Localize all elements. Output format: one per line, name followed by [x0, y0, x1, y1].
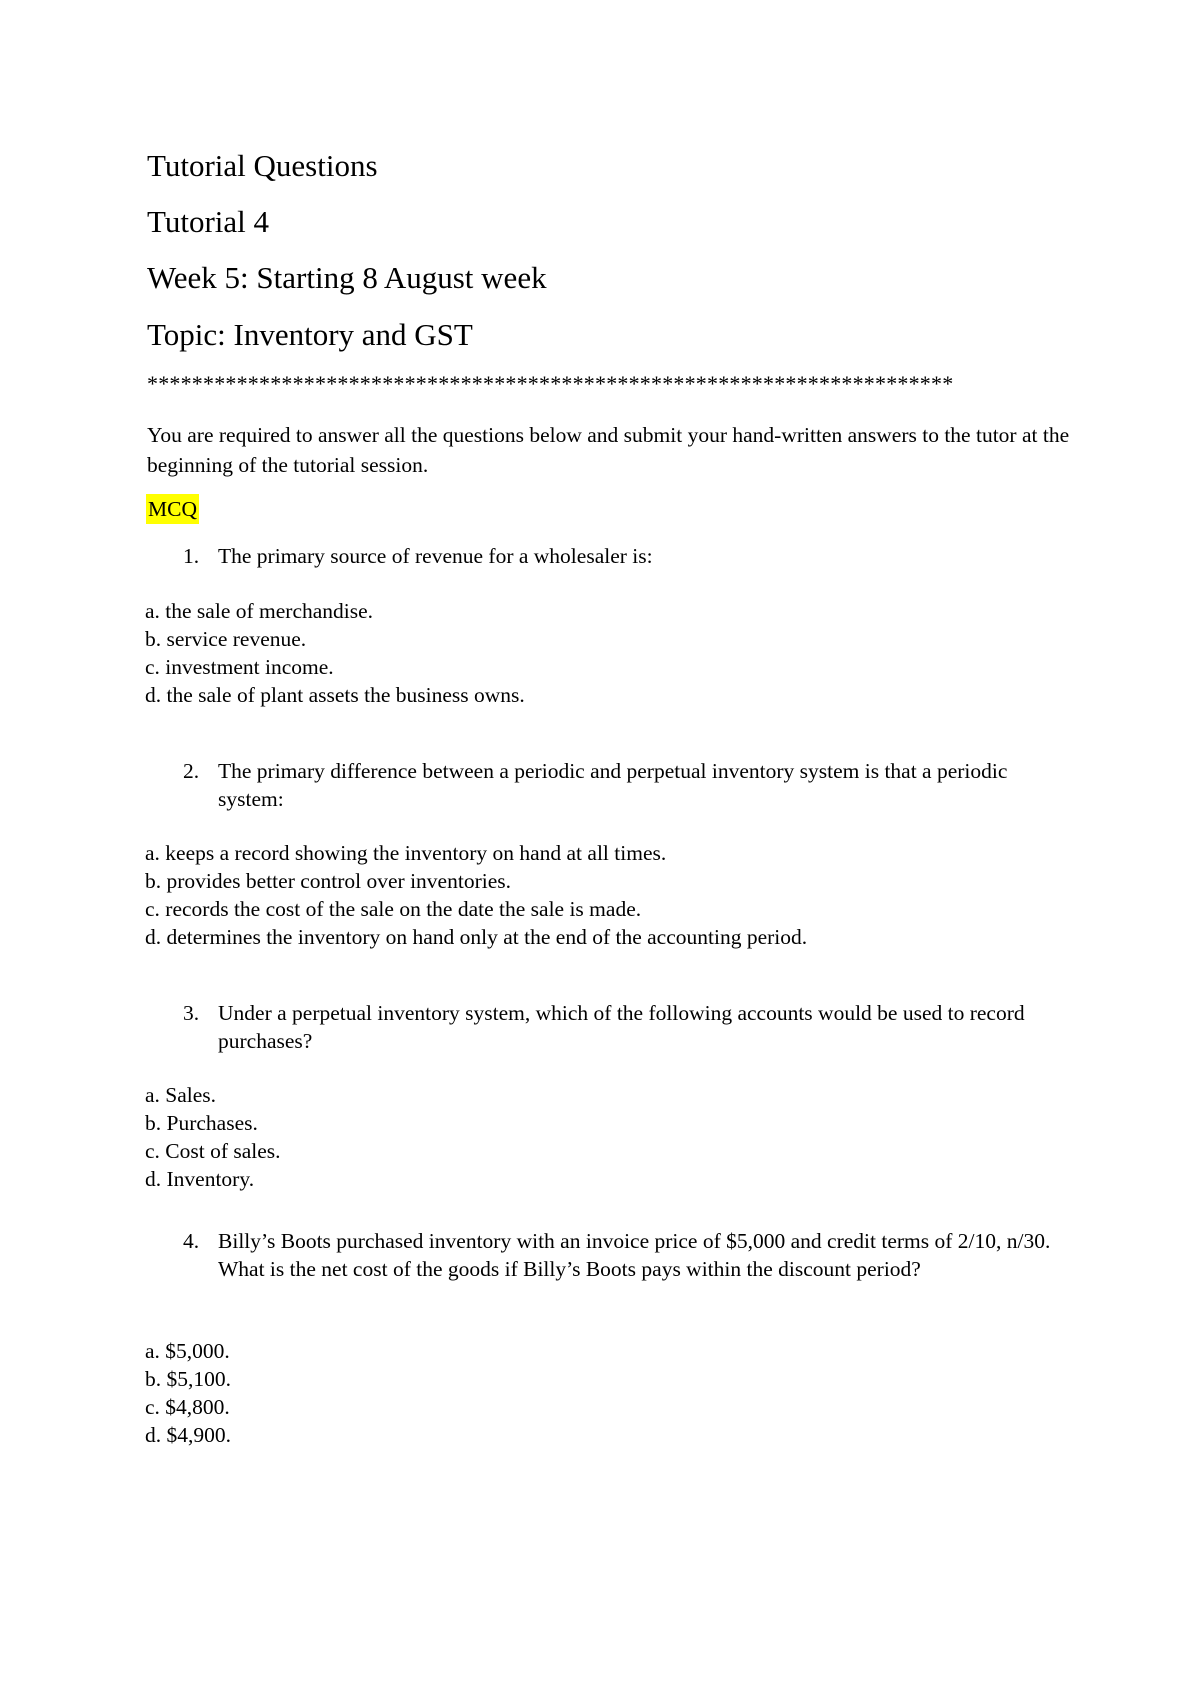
- question-3-options: [145, 1081, 1075, 1193]
- option-a: a. $5,000.: [145, 1339, 230, 1363]
- option-b: b. service revenue.: [145, 627, 307, 651]
- question-text: The primary difference between a periodic and perpetual inventory system is that a periodic system:: [218, 759, 1008, 811]
- option-c: c. investment income.: [145, 655, 334, 679]
- question-3: [183, 999, 1063, 1055]
- option-a: a. Sales.: [145, 1083, 217, 1107]
- question-text: The primary source of revenue for a wholesaler is:: [218, 544, 653, 568]
- question-text: Under a perpetual inventory system, which of the following accounts would be used to record purchases?: [218, 1001, 1025, 1053]
- question-1-options: [145, 597, 1075, 709]
- option-a: a. the sale of merchandise.: [145, 599, 374, 623]
- option-a: a. keeps a record showing the inventory on hand at all times.: [145, 841, 667, 865]
- week-line: Week 5: Starting 8 August week: [147, 260, 547, 295]
- separator-line: ************************************************************************: [147, 371, 954, 396]
- question-4: [183, 1227, 1063, 1283]
- question-2: [183, 757, 1063, 813]
- option-d: d. $4,900.: [145, 1423, 231, 1447]
- question-number: 1.: [183, 544, 200, 568]
- question-1: [183, 542, 1063, 570]
- mcq-label: MCQ: [146, 494, 199, 524]
- question-number: 2.: [183, 759, 200, 783]
- question-number: 4.: [183, 1229, 200, 1253]
- option-d: d. determines the inventory on hand only at the end of the accounting period.: [145, 925, 808, 949]
- option-c: c. $4,800.: [145, 1395, 230, 1419]
- option-d: d. Inventory.: [145, 1167, 255, 1191]
- topic-line: Topic: Inventory and GST: [147, 317, 473, 352]
- option-d: d. the sale of plant assets the business owns.: [145, 683, 525, 707]
- option-b: b. provides better control over inventories.: [145, 869, 511, 893]
- document-title: Tutorial Questions: [147, 148, 378, 183]
- option-b: b. $5,100.: [145, 1367, 231, 1391]
- question-2-options: [145, 839, 1075, 951]
- tutorial-number: Tutorial 4: [147, 204, 270, 239]
- option-c: c. Cost of sales.: [145, 1139, 281, 1163]
- question-number: 3.: [183, 1001, 200, 1025]
- instructions: You are required to answer all the questions below and submit your hand-written answers to the tutor at the beginning of the tutorial session.: [147, 423, 1070, 477]
- question-text: Billy’s Boots purchased inventory with an invoice price of $5,000 and credit terms of 2/10, n/30. What is the net cost of the goods if Billy’s Boots pays within the discount period?: [218, 1229, 1051, 1281]
- option-b: b. Purchases.: [145, 1111, 258, 1135]
- question-4-options: [145, 1337, 1075, 1449]
- option-c: c. records the cost of the sale on the date the sale is made.: [145, 897, 642, 921]
